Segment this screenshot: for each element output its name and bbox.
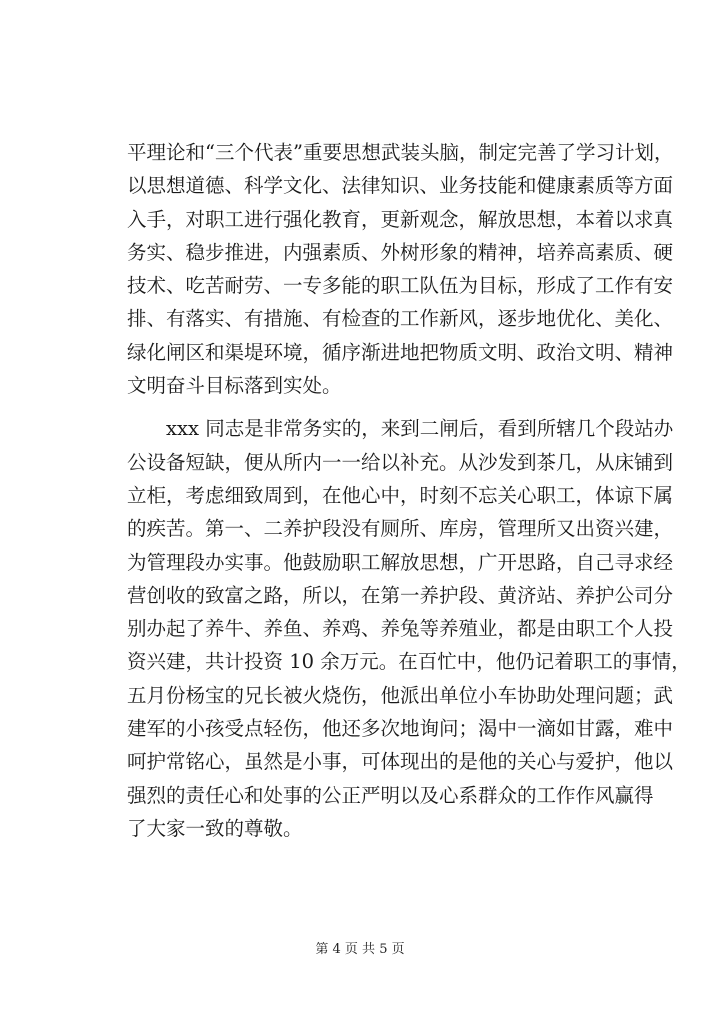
text-line: 入手，对职工进行强化教育，更新观念，解放思想，本着以求真 (127, 207, 674, 231)
text-line: 了大家一致的尊敬。 (127, 816, 303, 840)
text-line: 为管理段办实事。他鼓励职工解放思想，广开思路，自己寻求经 (127, 550, 674, 574)
text-line: xxx 同志是非常务实的，来到二闸后，看到所辖几个段站办 (166, 417, 674, 441)
text-line: 排、有落实、有措施、有检查的工作新风，逐步地优化、美化、 (127, 307, 674, 331)
text-line: 资兴建，共计投资 10 余万元。在百忙中，他仍记着职工的事情， (127, 650, 691, 674)
text-line: 营创收的致富之路，所以，在第一养护段、黄济站、养护公司分 (127, 583, 674, 607)
text-line: 的疾苦。第一、二养护段没有厕所、库房，管理所又出资兴建， (127, 517, 674, 541)
text-line: 强烈的责任心和处事的公正严明以及心系群众的工作作风赢得 (127, 783, 654, 807)
text-line: 技术、吃苦耐劳、一专多能的职工队伍为目标，形成了工作有安 (127, 274, 674, 298)
text-line: 五月份杨宝的兄长被火烧伤，他派出单位小车协助处理问题；武 (127, 683, 674, 707)
text-line: 建军的小孩受点轻伤，他还多次地询问；渴中一滴如甘露，难中 (127, 717, 674, 741)
document-body (127, 136, 691, 845)
text-line: 绿化闸区和渠堤环境，循序渐进地把物质文明、政治文明、精神 (127, 340, 674, 364)
text-line: 别办起了养牛、养鱼、养鸡、养兔等养殖业，都是由职工个人投 (127, 617, 674, 641)
page-footer: 第 4 页 共 5 页 (315, 942, 405, 957)
text-line: 呵护常铭心，虽然是小事，可体现出的是他的关心与爱护，他以 (127, 750, 674, 774)
text-line: 文明奋斗目标落到实处。 (127, 374, 342, 398)
paragraph-2 (127, 412, 691, 845)
text-line: 公设备短缺，便从所内一一给以补充。从沙发到茶几，从床铺到 (127, 450, 674, 474)
text-line: 立柜，考虑细致周到，在他心中，时刻不忘关心职工，体谅下属 (127, 483, 674, 507)
text-line: 平理论和“三个代表”重要思想武装头脑，制定完善了学习计划， (127, 141, 674, 164)
paragraph-1 (127, 136, 674, 402)
text-line: 以思想道德、科学文化、法律知识、业务技能和健康素质等方面 (127, 174, 674, 198)
paragraph-spacer (127, 402, 643, 412)
text-line: 务实、稳步推进，内强素质、外树形象的精神，培养高素质、硬 (127, 240, 674, 264)
